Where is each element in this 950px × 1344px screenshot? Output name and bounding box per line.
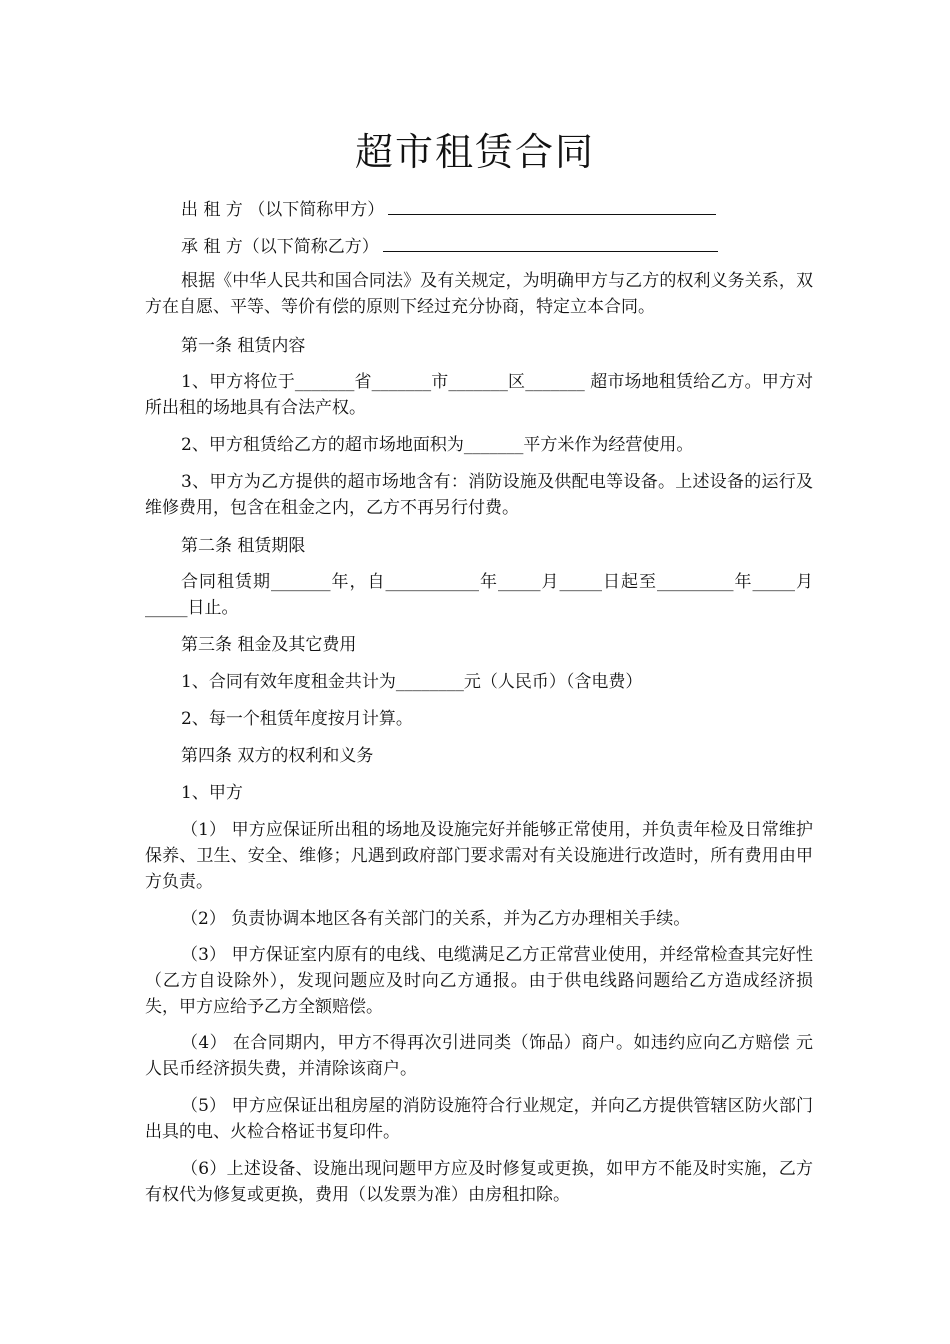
lessor-line: [145, 196, 815, 223]
article4-item-1: （1） 甲方应保证所出租的场地及设施完好并能够正常使用，并负责年检及日常维护保养、卫生、安全、维修；凡遇到政府部门要求需对有关设施进行改造时，所有费用由甲方负责。: [145, 820, 813, 892]
article4-item-5: （5） 甲方应保证出租房屋的消防设施符合行业规定，并向乙方提供管辖区防火部门出具的电、火检合格证书复印件。: [145, 1096, 813, 1142]
article1-item-3: 3、甲方为乙方提供的超市场地含有：消防设施及供配电等设备。上述设备的运行及维修费用，包含在租金之内，乙方不再另行付费。: [145, 472, 813, 518]
article4-item-6: （6）上述设备、设施出现问题甲方应及时修复或更换，如甲方不能及时实施，乙方有权代为修复或更换，费用（以发票为准）由房租扣除。: [145, 1159, 813, 1205]
lessor-label: 出 租 方 （以下简称甲方）: [181, 200, 385, 220]
preamble-paragraph: 根据《中华人民共和国合同法》及有关规定，为明确甲方与乙方的权利义务关系，双方在自愿、平等、等价有偿的原则下经过充分协商，特定立本合同。: [145, 271, 813, 317]
article1-item-2: 2、甲方租赁给乙方的超市场地面积为_______平方米作为经营使用。: [181, 435, 694, 455]
lessee-line: [145, 233, 815, 260]
lessee-blank[interactable]: [383, 233, 718, 252]
article1-heading: 第一条 租赁内容: [181, 336, 306, 356]
article2-heading: 第二条 租赁期限: [181, 536, 306, 556]
document-title: 超市租赁合同: [354, 130, 595, 174]
article3-item-1: 1、合同有效年度租金共计为________元（人民币）（含电费）: [181, 672, 643, 692]
article4-item-3: （3） 甲方保证室内原有的电线、电缆满足乙方正常营业使用，并经常检查其完好性（乙方自设除外），发现问题应及时向乙方通报。由于供电线路问题给乙方造成经济损失，甲方应给予乙方全额赔偿。: [145, 945, 813, 1017]
lessor-blank[interactable]: [388, 196, 716, 215]
article1-item-1: 1、甲方将位于_______省_______市_______区_______ 超市场地租赁给乙方。甲方对所出租的场地具有合法产权。: [145, 372, 813, 418]
article4-item-2: （2） 负责协调本地区各有关部门的关系，并为乙方办理相关手续。: [181, 909, 691, 929]
lessee-label: 承 租 方（以下简称乙方）: [181, 237, 379, 257]
article2-text: 合同租赁期_______年，自___________年_____月_____日起至_________年_____月_____日止。: [145, 572, 813, 618]
article4-subheading: 1、甲方: [181, 783, 243, 803]
article3-item-2: 2、每一个租赁年度按月计算。: [181, 709, 413, 729]
article4-heading: 第四条 双方的权利和义务: [181, 746, 374, 766]
article3-heading: 第三条 租金及其它费用: [181, 635, 357, 655]
article4-item-4: （4） 在合同期内，甲方不得再次引进同类（饰品）商户。如违约应向乙方赔偿 元人民币经济损失费，并清除该商户。: [145, 1033, 813, 1079]
